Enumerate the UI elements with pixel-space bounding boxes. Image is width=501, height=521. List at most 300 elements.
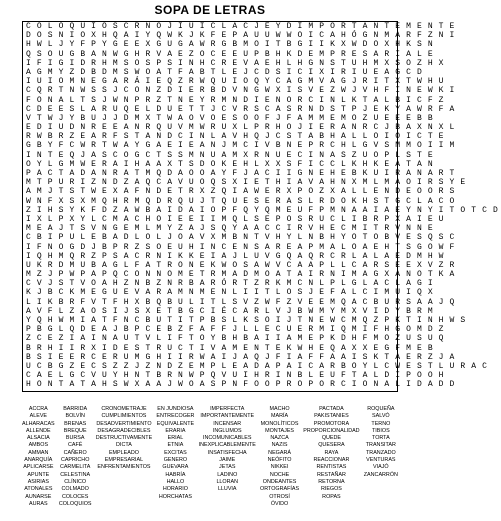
grid-letter: E [416,343,422,353]
grid-letter: D [449,380,455,390]
grid-letter: I [80,316,86,325]
grid-letter: D [123,233,129,243]
grid-letter: T [427,270,433,280]
word-item: HORCHATAS [158,493,192,500]
grid-letter: R [319,141,325,151]
word-item: DESAGRADECIBLES [97,427,151,434]
grid-letter: I [406,380,411,390]
grid-letter: S [254,196,259,206]
grid-letter: Z [362,113,368,123]
grid-letter: O [156,242,162,252]
grid-letter: K [26,288,31,298]
grid-letter: G [297,169,303,178]
grid-letter: I [384,169,390,178]
grid-letter: Q [69,150,75,160]
grid-letter: K [221,159,227,169]
grid-letter: S [102,150,107,160]
grid-letter: N [406,270,411,280]
grid-letter: B [188,279,194,289]
grid-letter: A [297,270,303,280]
grid-letter: W [80,141,86,151]
grid-letter: A [406,279,411,289]
word-item: HABRÍA [165,471,186,478]
grid-letter: P [319,334,325,344]
grid-letter: R [123,196,129,206]
grid-letter: A [373,49,379,59]
grid-letter: O [286,214,292,224]
grid-letter: X [243,150,249,160]
grid-letter: I [264,40,270,50]
grid-letter: O [188,113,194,123]
grid-letter: Y [221,169,227,178]
grid-letter: N [145,22,151,31]
word-item: BRENAS [64,420,87,427]
grid-letter: W [438,242,444,252]
grid-letter: R [264,279,270,289]
grid-letter: H [438,316,444,325]
grid-letter: Z [427,31,433,41]
grid-letter: N [36,196,42,206]
grid-letter: E [167,187,172,197]
grid-letter: A [102,325,107,335]
grid-letter: X [145,40,151,50]
grid-letter: S [232,297,238,307]
grid-letter: U [264,31,270,41]
grid-letter: S [373,196,379,206]
grid-letter: E [232,58,238,68]
grid-letter: B [416,113,422,123]
grid-letter: A [340,288,346,298]
grid-letter: I [80,178,86,188]
grid-letter: A [145,380,151,390]
grid-letter: F [112,132,118,142]
grid-letter: R [384,49,390,59]
grid-row [23,151,501,160]
grid-letter: P [297,187,303,197]
grid-letter: P [319,205,325,215]
grid-letter: O [26,159,31,169]
grid-letter: U [232,196,238,206]
grid-letter: W [254,187,259,197]
grid-letter: A [297,178,303,188]
grid-letter: T [199,270,205,280]
word-item: APLICARSE [23,464,54,471]
grid-row [23,362,501,371]
grid-letter: I [373,205,379,215]
grid-letter: E [188,95,194,105]
grid-letter: A [112,233,118,243]
grid-letter: A [406,169,411,178]
grid-letter: E [395,260,401,270]
grid-letter: U [167,343,172,353]
grid-letter: A [427,169,433,178]
grid-letter: J [351,86,357,96]
grid-letter: P [26,169,31,178]
grid-letter: F [416,31,422,41]
grid-letter: H [134,49,140,59]
grid-letter: O [145,67,151,77]
grid-letter: L [243,325,249,335]
grid-letter: U [178,242,183,252]
grid-letter: R [80,343,86,353]
word-item: TORTA [372,435,390,442]
grid-letter: A [199,279,205,289]
grid-letter: A [80,334,86,344]
grid-letter: A [199,380,205,390]
grid-letter: E [406,187,411,197]
grid-letter: R [340,251,346,261]
grid-letter: S [145,58,151,68]
grid-letter: O [123,150,129,160]
grid-letter: I [286,352,292,362]
grid-letter: A [243,224,249,234]
word-item: ORTOGRAFÍAS [260,486,300,493]
grid-letter: E [232,361,238,371]
grid-letter: W [36,40,42,50]
grid-letter: D [80,58,86,68]
grid-letter: V [26,113,31,123]
grid-letter: F [275,352,281,362]
grid-letter: E [308,334,314,344]
grid-letter: I [286,178,292,188]
grid-letter: Q [254,77,259,87]
grid-letter: I [416,316,422,325]
grid-letter: Z [69,132,75,142]
grid-letter: D [58,260,64,270]
grid-letter: E [308,297,314,307]
grid-letter: V [362,86,368,96]
grid-letter: O [351,361,357,371]
grid-letter: U [243,49,249,59]
grid-letter: F [297,159,303,169]
grid-letter: E [406,352,411,362]
grid-letter: G [145,352,151,362]
grid-letter: J [58,113,64,123]
grid-letter: Z [210,187,216,197]
grid-letter: X [210,233,216,243]
grid-letter: Q [156,169,162,178]
grid-letter: H [362,196,368,206]
grid-row [23,380,501,389]
grid-letter: R [123,242,129,252]
grid-letter: A [69,169,75,178]
grid-letter: I [199,343,205,353]
grid-letter: I [167,352,172,362]
word-item: QUESERA [318,442,345,449]
grid-letter: W [275,31,281,41]
grid-letter: N [330,95,335,105]
grid-letter: R [373,214,379,224]
grid-letter: R [145,95,151,105]
grid-letter: H [188,242,194,252]
grid-letter: R [330,123,335,133]
grid-letter: A [123,123,129,133]
grid-letter: G [178,40,183,50]
grid-letter: E [351,49,357,59]
grid-letter: O [351,233,357,243]
grid-letter: L [395,150,401,160]
grid-letter: R [91,58,96,68]
grid-letter: M [134,196,140,206]
word-item: ENTRECOGER [156,413,195,420]
grid-row [23,353,501,362]
grid-letter: M [384,288,390,298]
grid-letter: L [286,58,292,68]
grid-letter: A [384,380,390,390]
grid-row [23,123,501,132]
grid-letter: S [254,214,259,224]
grid-letter: A [123,251,129,261]
grid-letter: U [221,123,227,133]
grid-letter: R [210,270,216,280]
grid-letter: B [286,40,292,50]
grid-letter: E [264,58,270,68]
grid-letter: L [438,361,444,371]
grid-letter: I [438,141,444,151]
grid-letter: W [416,104,422,114]
grid-letter: A [286,334,292,344]
word-item: INGLUMOS [212,427,242,434]
grid-letter: O [91,279,96,289]
word-item: COLOCES [61,493,89,500]
grid-letter: I [297,22,303,31]
grid-letter: R [330,361,335,371]
grid-letter: R [340,49,346,59]
grid-letter: P [406,371,411,381]
grid-letter: Q [254,132,259,142]
grid-letter: N [264,150,270,160]
grid-letter: V [362,306,368,316]
grid-letter: I [373,77,379,87]
grid-letter: I [286,86,292,96]
grid-letter: U [178,297,183,307]
grid-letter: C [178,132,183,142]
grid-row [23,22,501,31]
grid-letter: R [232,279,238,289]
grid-letter: F [36,242,42,252]
word-item: NIKKEI [270,464,289,471]
grid-letter: A [340,343,346,353]
grid-letter: N [178,371,183,381]
grid-letter: O [232,260,238,270]
grid-letter: H [275,58,281,68]
grid-letter: I [275,169,281,178]
grid-letter: C [134,316,140,325]
grid-letter: I [243,178,249,188]
grid-letter: L [254,325,259,335]
grid-letter: A [112,77,118,87]
grid-letter: V [91,224,96,234]
grid-letter: I [330,67,335,77]
grid-letter: B [384,233,390,243]
grid-letter: J [188,31,194,41]
grid-letter: T [188,316,194,325]
grid-letter: A [91,316,96,325]
grid-letter: N [156,251,162,261]
grid-letter: A [221,150,227,160]
grid-letter: B [178,306,183,316]
grid-letter: M [232,343,238,353]
grid-letter: E [102,352,107,362]
grid-letter: X [362,343,368,353]
grid-letter: P [254,49,259,59]
grid-letter: I [243,288,249,298]
grid-letter: W [416,77,422,87]
grid-row [23,243,501,252]
grid-letter: A [178,113,183,123]
grid-letter: V [308,178,314,188]
grid-letter: I [319,95,325,105]
grid-letter: E [47,371,53,381]
grid-letter: C [210,49,216,59]
grid-letter: B [275,141,281,151]
grid-letter: V [199,113,205,123]
grid-letter: L [232,288,238,298]
grid-letter: E [58,150,64,160]
grid-letter: C [275,224,281,234]
grid-letter: U [330,371,335,381]
grid-letter: D [156,196,162,206]
grid-letter: W [427,86,433,96]
grid-letter: F [134,260,140,270]
grid-letter: Z [427,352,433,362]
grid-letter: W [80,159,86,169]
word-item: INCENSAR [213,420,242,427]
grid-letter: X [395,77,401,87]
grid-letter: L [156,334,162,344]
grid-letter: X [286,187,292,197]
grid-letter: E [373,343,379,353]
grid-letter: Z [156,86,162,96]
word-item: QUEDE [321,435,341,442]
grid-letter: A [362,371,368,381]
grid-letter: M [297,334,303,344]
grid-letter: H [340,31,346,41]
grid-letter: V [264,233,270,243]
word-item: JAIME [219,457,236,464]
grid-letter: P [134,95,140,105]
grid-row [23,344,501,353]
grid-letter: J [384,123,390,133]
word-item: PROPORCIONALIDAD [303,427,360,434]
grid-letter: A [264,242,270,252]
grid-letter: Q [308,251,314,261]
grid-letter: O [102,22,107,31]
grid-letter: U [438,77,444,87]
grid-letter: C [36,334,42,344]
grid-letter: C [210,58,216,68]
grid-letter: K [178,251,183,261]
grid-letter: C [330,214,335,224]
grid-letter: E [384,159,390,169]
grid-letter: Q [69,251,75,261]
grid-letter: N [275,95,281,105]
grid-letter: E [123,288,129,298]
grid-letter: N [210,141,216,151]
grid-letter: X [395,214,401,224]
grid-letter: T [58,86,64,96]
grid-letter: D [112,178,118,188]
grid-letter: H [112,279,118,289]
grid-letter: O [264,380,270,390]
grid-letter: D [264,67,270,77]
grid-letter: Y [199,95,205,105]
grid-letter: N [58,31,64,41]
grid-letter: U [275,150,281,160]
grid-letter: L [395,279,401,289]
grid-letter: V [145,334,151,344]
grid-letter: A [123,141,129,151]
grid-letter: G [351,279,357,289]
grid-letter: C [275,325,281,335]
grid-letter: A [297,242,303,252]
grid-letter: I [416,214,422,224]
grid-letter: C [123,22,129,31]
grid-letter: P [351,104,357,114]
grid-letter: N [351,123,357,133]
grid-letter: C [264,104,270,114]
grid-letter: L [145,224,151,234]
word-item: PACTADA [319,406,344,412]
grid-letter: P [330,49,335,59]
word-item: ALSACIA [26,435,50,442]
grid-row [23,197,501,206]
grid-letter: I [286,224,292,234]
word-item: AURAS [29,500,48,507]
word-item: APUNTE [27,471,50,478]
grid-letter: S [58,205,64,215]
grid-letter: B [36,141,42,151]
grid-letter: E [427,49,433,59]
grid-letter: I [26,214,31,224]
grid-letter: H [427,58,433,68]
grid-letter: B [145,205,151,215]
grid-letter: J [286,316,292,325]
grid-letter: N [80,77,86,87]
grid-letter: M [145,169,151,178]
grid-letter: R [58,132,64,142]
grid-letter: V [427,260,433,270]
grid-letter: D [438,380,444,390]
grid-letter: R [254,306,259,316]
grid-letter: U [351,58,357,68]
grid-letter: E [69,352,75,362]
grid-letter: C [80,371,86,381]
grid-letter: C [69,141,75,151]
grid-letter: W [330,316,335,325]
grid-letter: E [188,270,194,280]
word-column [156,406,194,516]
grid-letter: H [319,224,325,234]
grid-letter: F [232,169,238,178]
grid-letter: A [91,150,96,160]
word-item: ÓVIDO [270,500,289,507]
grid-letter: R [416,352,422,362]
grid-letter: E [319,297,325,307]
grid-letter: F [373,325,379,335]
word-item: ENFRENTAMIENTOS [97,464,151,471]
grid-letter: Y [69,40,75,50]
grid-letter: Q [178,196,183,206]
grid-letter: J [210,104,216,114]
grid-letter: W [199,123,205,133]
grid-letter: C [340,316,346,325]
grid-letter: S [449,187,455,197]
grid-letter: H [134,159,140,169]
grid-letter: S [69,196,75,206]
grid-letter: S [297,288,303,298]
grid-letter: K [330,40,335,50]
